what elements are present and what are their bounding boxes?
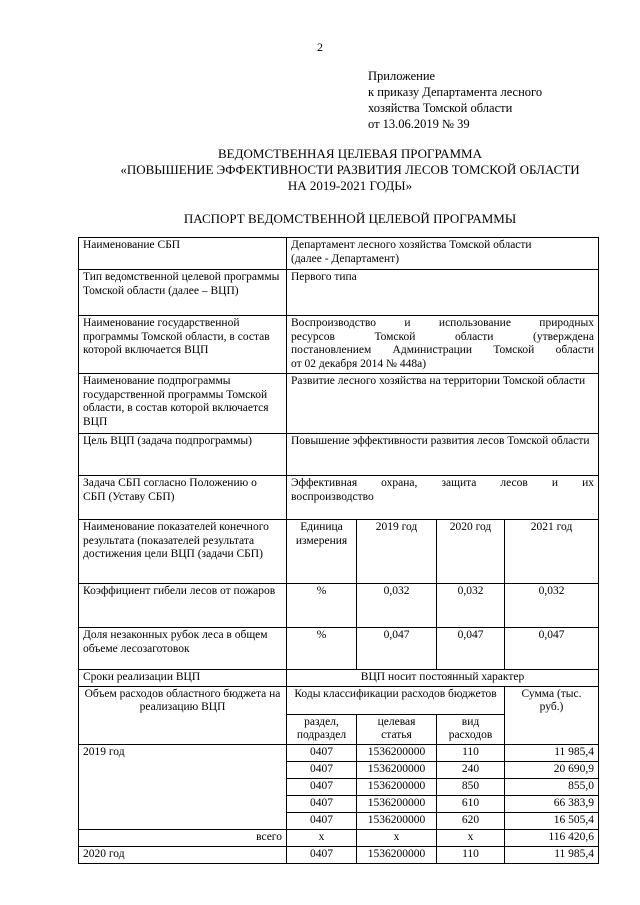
table-row — [79, 374, 599, 434]
indicator-row — [79, 584, 599, 628]
appendix-line: от 13.06.2019 № 39 — [368, 117, 470, 131]
terms-row — [79, 670, 599, 687]
year-header: 2020 год — [437, 520, 505, 584]
indicator-value: 0,032 — [505, 584, 599, 628]
table-row — [79, 434, 599, 476]
section-cell: 0407 — [287, 778, 357, 795]
indicators-header-row — [79, 520, 599, 584]
value-line: Департамент лесного хозяйства Томской области — [291, 239, 532, 251]
codes-header: Коды классификации расходов бюджетов — [287, 686, 505, 714]
row-value: Первого типа — [287, 270, 599, 316]
row-label: Задача СБП согласно Положению о СБП (Уставу СБП) — [79, 476, 287, 520]
sum-cell: 20 690,9 — [505, 761, 599, 778]
value-line: от 02 декабря 2014 № 448а) — [291, 357, 427, 370]
total-row — [79, 829, 599, 846]
row-label: Сроки реализации ВЦП — [79, 670, 287, 687]
row-value: Повышение эффективности развития лесов Томской области — [287, 434, 599, 476]
page-number: 2 — [317, 40, 323, 54]
table-row — [79, 238, 599, 270]
appendix-line: к приказу Департамента лесного — [368, 85, 543, 99]
title-line: ВЕДОМСТВЕННАЯ ЦЕЛЕВАЯ ПРОГРАММА — [218, 146, 482, 161]
indicator-unit: % — [287, 628, 357, 670]
sum-cell: 11 985,4 — [505, 846, 599, 863]
row-value — [287, 238, 599, 270]
type-cell: 610 — [437, 795, 505, 812]
row-value: ВЦП носит постоянный характер — [287, 670, 599, 687]
passport-title: ПАСПОРТ ВЕДОМСТВЕННОЙ ЦЕЛЕВОЙ ПРОГРАММЫ — [183, 211, 517, 226]
section-cell: 0407 — [287, 846, 357, 863]
sum-cell: 11 985,4 — [505, 744, 599, 761]
expense-row — [79, 846, 599, 863]
expenses-header-row — [79, 686, 599, 714]
value-line: воспроизводство — [291, 490, 374, 503]
row-label: Цель ВЦП (задача подпрограммы) — [79, 434, 287, 476]
document-title — [60, 146, 640, 194]
indicator-row — [79, 628, 599, 670]
article-cell: 1536200000 — [357, 812, 437, 829]
row-label: Наименование подпрограммы государственной программы Томской области, в состав которой включается ВЦП — [79, 374, 287, 434]
expense-row — [79, 744, 599, 761]
year-label: 2019 год — [79, 744, 287, 829]
table-row — [79, 316, 599, 374]
appendix-line: хозяйства Томской области — [368, 101, 513, 115]
value-line: (далее - Департамент) — [291, 252, 400, 265]
value-line: ресурсов Томской области (утверждена — [291, 330, 595, 343]
indicator-value: 0,047 — [357, 628, 437, 670]
section-cell: 0407 — [287, 795, 357, 812]
indicator-value: 0,047 — [505, 628, 599, 670]
total-label: всего — [79, 829, 287, 846]
indicator-name: Доля незаконных рубок леса в общем объеме лесозаготовок — [79, 628, 287, 670]
indicator-name: Коэффициент гибели лесов от пожаров — [79, 584, 287, 628]
article-cell: 1536200000 — [357, 795, 437, 812]
year-header: 2021 год — [505, 520, 599, 584]
article-cell: 1536200000 — [357, 761, 437, 778]
article-cell: 1536200000 — [357, 744, 437, 761]
article-cell: 1536200000 — [357, 846, 437, 863]
passport-table — [78, 237, 599, 864]
year-header: 2019 год — [357, 520, 437, 584]
section-cell: 0407 — [287, 744, 357, 761]
row-value — [287, 316, 599, 374]
appendix-note — [368, 68, 542, 132]
section-cell: х — [287, 829, 357, 846]
type-cell: 850 — [437, 778, 505, 795]
sum-cell: 855,0 — [505, 778, 599, 795]
indicator-unit: % — [287, 584, 357, 628]
year-label: 2020 год — [79, 846, 287, 863]
type-cell: 240 — [437, 761, 505, 778]
row-label: Наименование государственной программы Томской области, в состав которой включается ВЦП — [79, 316, 287, 374]
article-header: целевая статья — [357, 714, 437, 744]
type-cell: 110 — [437, 744, 505, 761]
row-label: Тип ведомственной целевой программы Томской области (далее – ВЦП) — [79, 270, 287, 316]
row-label: Наименование показателей конечного результата (показателей результата достижения цели ВЦП (задачи СБП) — [79, 520, 287, 584]
indicator-value: 0,047 — [437, 628, 505, 670]
row-value — [287, 476, 599, 520]
indicator-value: 0,032 — [437, 584, 505, 628]
type-cell: 110 — [437, 846, 505, 863]
table-row — [79, 270, 599, 316]
total-sum: 116 420,6 — [505, 829, 599, 846]
section-cell: 0407 — [287, 812, 357, 829]
title-line: НА 2019-2021 ГОДЫ» — [287, 178, 413, 193]
article-cell: х — [357, 829, 437, 846]
row-label: Наименование СБП — [79, 238, 287, 270]
table-row — [79, 476, 599, 520]
title-line: «ПОВЫШЕНИЕ ЭФФЕКТИВНОСТИ РАЗВИТИЯ ЛЕСОВ ТОМСКОЙ ОБЛАСТИ — [120, 162, 580, 177]
expenses-label: Объем расходов областного бюджета на реализацию ВЦП — [79, 686, 287, 744]
sum-cell: 16 505,4 — [505, 812, 599, 829]
section-cell: 0407 — [287, 761, 357, 778]
indicator-value: 0,032 — [357, 584, 437, 628]
value-line: Воспроизводство и использование природных — [291, 317, 595, 329]
type-header: вид расходов — [437, 714, 505, 744]
row-value: Развитие лесного хозяйства на территории Томской области — [287, 374, 599, 434]
type-cell: х — [437, 829, 505, 846]
unit-header: Единица измерения — [287, 520, 357, 584]
value-line: Эффективная охрана, защита лесов и их — [291, 477, 595, 489]
sum-header: Сумма (тыс. руб.) — [505, 686, 599, 744]
appendix-line: Приложение — [368, 69, 436, 83]
article-cell: 1536200000 — [357, 778, 437, 795]
value-line: постановлением Администрации Томской области — [291, 344, 595, 356]
type-cell: 620 — [437, 812, 505, 829]
section-header: раздел, подраздел — [287, 714, 357, 744]
sum-cell: 66 383,9 — [505, 795, 599, 812]
